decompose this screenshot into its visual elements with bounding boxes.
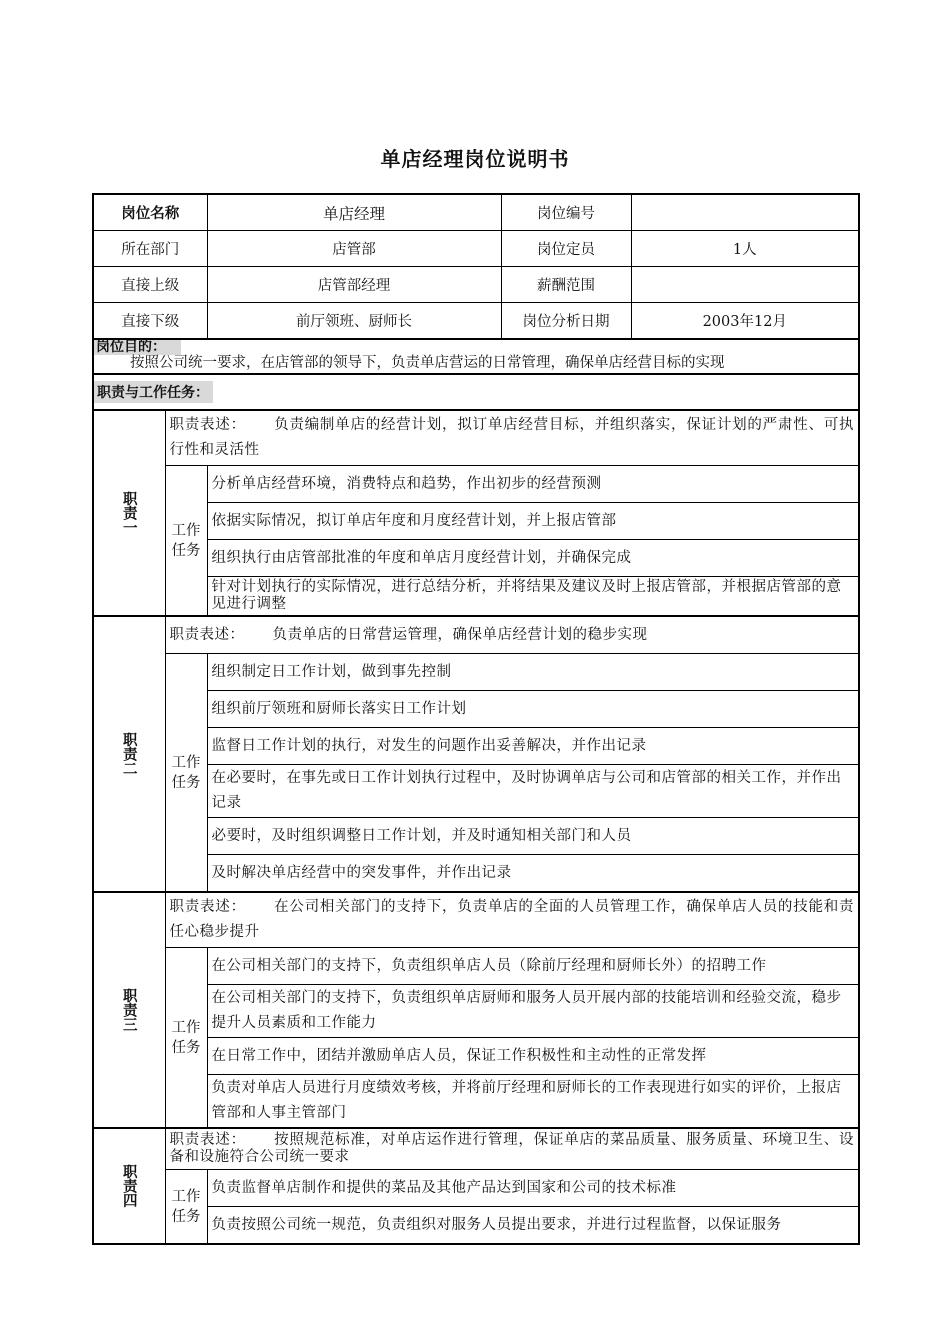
header-row-1 [93, 194, 859, 231]
duty-2-task-row [93, 728, 859, 765]
duty-3-task-row [93, 1075, 859, 1129]
header-value: 前厅领班、厨师长 [207, 303, 501, 340]
header-key: 直接下级 [93, 303, 207, 340]
purpose-label: 岗位目的： [94, 340, 181, 355]
work-tasks-label-cell [165, 466, 207, 617]
duty-3-label-cell [93, 892, 165, 1128]
duty-statement [165, 616, 859, 654]
purpose-row [93, 339, 859, 374]
header-value [631, 194, 859, 231]
duties-heading-row [93, 374, 859, 410]
statement-text: 负责编制单店的经营计划，拟订单店经营目标，并组织落实，保证计划的严肃性、可执行性和灵活性 [169, 417, 855, 458]
header-value: 店管部经理 [207, 267, 501, 303]
task-item: 针对计划执行的实际情况，进行总结分析，并将结果及建议及时上报店管部，并根据店管部的意见进行调整 [207, 577, 859, 617]
page-title: 单店经理岗位说明书 [380, 147, 570, 171]
duty-2-task-row [93, 765, 859, 818]
duty-1-task-row [93, 503, 859, 540]
duty-1-task-row [93, 540, 859, 577]
task-item: 及时解决单店经营中的突发事件，并作出记录 [207, 855, 859, 893]
task-item: 在公司相关部门的支持下，负责组织单店人员（除前厅经理和厨师长外）的招聘工作 [207, 948, 859, 985]
header-key: 薪酬范围 [501, 267, 631, 303]
statement-prefix: 职责表述： [169, 626, 245, 643]
header-key: 岗位定员 [501, 231, 631, 267]
header-value [631, 267, 859, 303]
header-value: 2003年12月 [631, 303, 859, 340]
work-tasks-label-cell [165, 1170, 207, 1245]
duty-3-task-row [93, 985, 859, 1038]
task-item: 组织制定日工作计划，做到事先控制 [207, 654, 859, 691]
work-tasks-label: 工作任务 [171, 522, 201, 559]
duty-4-label-cell [93, 1128, 165, 1244]
task-item: 负责对单店人员进行月度绩效考核，并将前厅经理和厨师长的工作表现进行如实的评价，上报店管部和人事主管部门 [207, 1075, 859, 1129]
duty-label: 职责二 [120, 732, 137, 776]
duties-label: 职责与工作任务： [94, 381, 213, 403]
work-tasks-label-cell [165, 948, 207, 1129]
duty-1-statement-row [93, 410, 859, 466]
duty-statement [165, 410, 859, 466]
task-item: 分析单店经营环境，消费特点和趋势，作出初步的经营预测 [207, 466, 859, 503]
header-key: 直接上级 [93, 267, 207, 303]
duty-statement [165, 892, 859, 948]
statement-prefix: 职责表述： [169, 1132, 246, 1148]
task-item: 组织执行由店管部批准的年度和单店月度经营计划，并确保完成 [207, 540, 859, 577]
duty-4-statement-row [93, 1128, 859, 1170]
duty-2-task-row [93, 818, 859, 855]
duty-1-label-cell [93, 410, 165, 616]
duty-3-task-row [93, 1038, 859, 1075]
header-value: 1人 [631, 231, 859, 267]
statement-prefix: 职责表述： [169, 417, 246, 433]
statement-text: 负责单店的日常营运管理，确保单店经营计划的稳步实现 [272, 626, 648, 643]
job-description-table [92, 193, 858, 1245]
header-row-2 [93, 231, 859, 267]
task-item: 监督日工作计划的执行，对发生的问题作出妥善解决，并作出记录 [207, 728, 859, 765]
duty-2-statement-row [93, 616, 859, 654]
duty-4-task-row [93, 1207, 859, 1245]
duty-2-label-cell [93, 616, 165, 892]
duty-4-task-row [93, 1170, 859, 1207]
task-item: 组织前厅领班和厨师长落实日工作计划 [207, 691, 859, 728]
header-key: 所在部门 [93, 231, 207, 267]
task-item: 在必要时，在事先或日工作计划执行过程中，及时协调单店与公司和店管部的相关工作，并作出记录 [207, 765, 859, 818]
duty-1-task-row [93, 466, 859, 503]
duty-2-task-row [93, 691, 859, 728]
statement-text: 按照规范标准，对单店运作进行管理，保证单店的菜品质量、服务质量、环境卫生、设备和设施符合公司统一要求 [169, 1132, 855, 1165]
header-value: 店管部 [207, 231, 501, 267]
duty-label: 职责三 [120, 988, 137, 1032]
duty-3-task-row [93, 948, 859, 985]
duty-1-task-row [93, 577, 859, 617]
header-key: 岗位名称 [93, 194, 207, 231]
purpose-text: 按照公司统一要求，在店管部的领导下，负责单店营运的日常管理，确保单店经营目标的实现 [130, 355, 725, 371]
work-tasks-label: 工作任务 [171, 1188, 201, 1225]
header-value: 单店经理 [207, 194, 501, 231]
duty-3-statement-row [93, 892, 859, 948]
statement-prefix: 职责表述： [169, 899, 246, 915]
statement-text: 在公司相关部门的支持下，负责单店的全面的人员管理工作，确保单店人员的技能和责任心稳步提升 [169, 899, 855, 940]
duty-2-task-row [93, 654, 859, 691]
duty-2-task-row [93, 855, 859, 893]
work-tasks-label-cell [165, 654, 207, 893]
header-key: 岗位分析日期 [501, 303, 631, 340]
header-key: 岗位编号 [501, 194, 631, 231]
task-item: 在公司相关部门的支持下，负责组织单店厨师和服务人员开展内部的技能培训和经验交流，稳步提升人员素质和工作能力 [207, 985, 859, 1038]
header-row-4 [93, 303, 859, 340]
duty-label: 职责四 [120, 1164, 137, 1208]
task-item: 必要时，及时组织调整日工作计划，并及时通知相关部门和人员 [207, 818, 859, 855]
header-row-3 [93, 267, 859, 303]
task-item: 负责按照公司统一规范，负责组织对服务人员提出要求，并进行过程监督，以保证服务 [207, 1207, 859, 1245]
work-tasks-label: 工作任务 [171, 754, 201, 791]
task-item: 在日常工作中，团结并激励单店人员，保证工作积极性和主动性的正常发挥 [207, 1038, 859, 1075]
task-item: 依据实际情况，拟订单店年度和月度经营计划，并上报店管部 [207, 503, 859, 540]
task-item: 负责监督单店制作和提供的菜品及其他产品达到国家和公司的技术标准 [207, 1170, 859, 1207]
duty-statement [165, 1128, 859, 1170]
duty-label: 职责一 [120, 491, 137, 535]
work-tasks-label: 工作任务 [171, 1019, 201, 1056]
